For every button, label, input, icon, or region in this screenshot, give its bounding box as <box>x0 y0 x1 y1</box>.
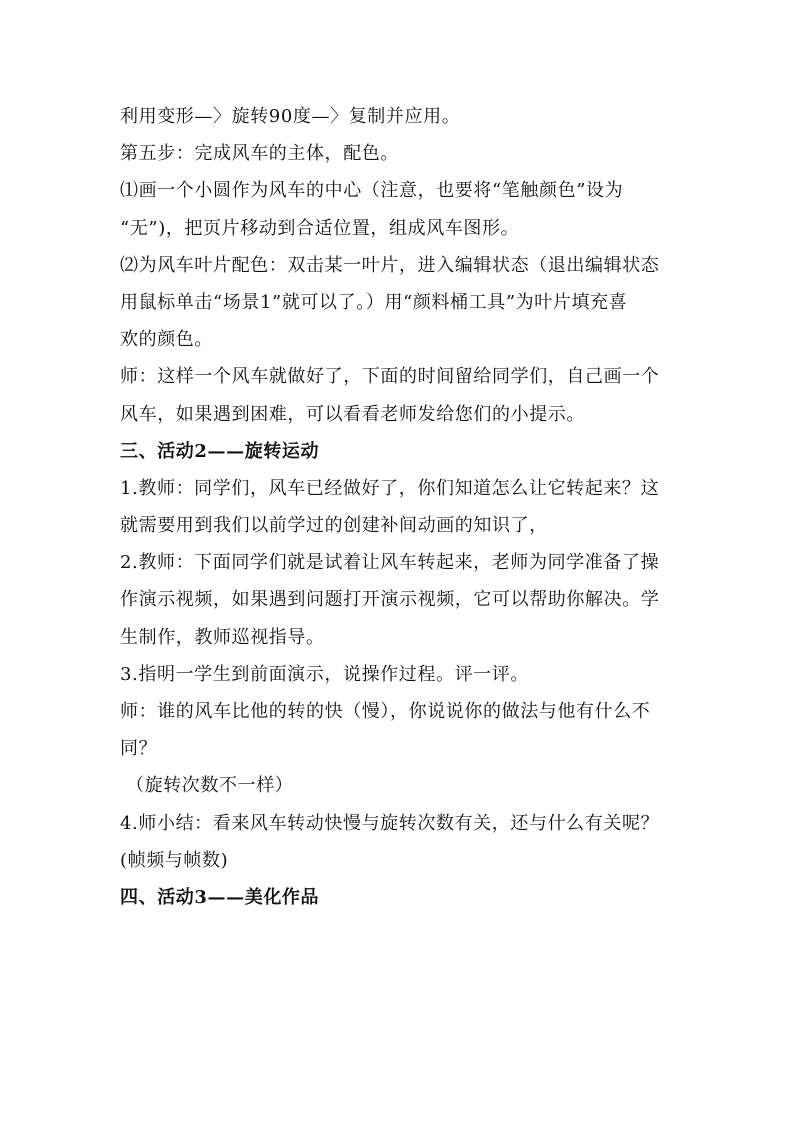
text-line-14: 作演示视频，如果遇到问题打开演示视频，它可以帮助你解决。学 <box>120 589 660 611</box>
text-line-2: 第五步：完成风车的主体，配色。 <box>120 143 399 165</box>
text-line-1: 利用变形—〉旋转90度—〉复制并应用。 <box>120 106 461 127</box>
text-line-21: (帧频与帧数) <box>120 849 229 871</box>
text-line-3: ⑴画一个小圆作为风车的中心（注意，也要将“笔触颜色”设为 <box>120 180 624 202</box>
text-line-15: 生制作，教师巡视指导。 <box>120 626 325 648</box>
text-line-19: （旋转次数不一样） <box>126 775 294 797</box>
text-line-8: 师：这样一个风车就做好了，下面的时间留给同学们，自己画一个 <box>120 366 660 388</box>
text-line-11: 1.教师：同学们，风车已经做好了，你们知道怎么让它转起来？这 <box>120 477 660 499</box>
text-line-18: 同？ <box>120 738 158 760</box>
text-line-9: 风车，如果遇到困难，可以看看老师发给您们的小提示。 <box>120 403 585 425</box>
text-line-5: ⑵为风车叶片配色：双击某一叶片，进入编辑状态（退出编辑状态 <box>120 254 660 276</box>
section-heading-activity-3: 四、活动3——美化作品 <box>120 886 320 908</box>
text-line-20: 4.师小结：看来风车转动快慢与旋转次数有关，还与什么有关呢？ <box>120 812 660 834</box>
text-line-17: 师：谁的风车比他的转的快（慢），你说说你的做法与他有什么不 <box>120 701 651 722</box>
text-line-7: 欢的颜色。 <box>120 329 213 351</box>
text-line-6: 用鼠标单击“场景1”就可以了。）用“颜料桶工具”为叶片填充喜 <box>120 291 628 313</box>
text-line-13: 2.教师：下面同学们就是试着让风车转起来，老师为同学准备了操 <box>120 552 660 574</box>
text-line-4: “无”)，把页片移动到合适位置，组成风车图形。 <box>120 217 520 239</box>
section-heading-activity-2: 三、活动2——旋转运动 <box>120 440 320 462</box>
text-line-12: 就需要用到我们以前学过的创建补间动画的知识了， <box>120 515 548 537</box>
text-line-16: 3.指明一学生到前面演示，说操作过程。评一评。 <box>120 663 529 685</box>
document-body <box>120 98 680 916</box>
